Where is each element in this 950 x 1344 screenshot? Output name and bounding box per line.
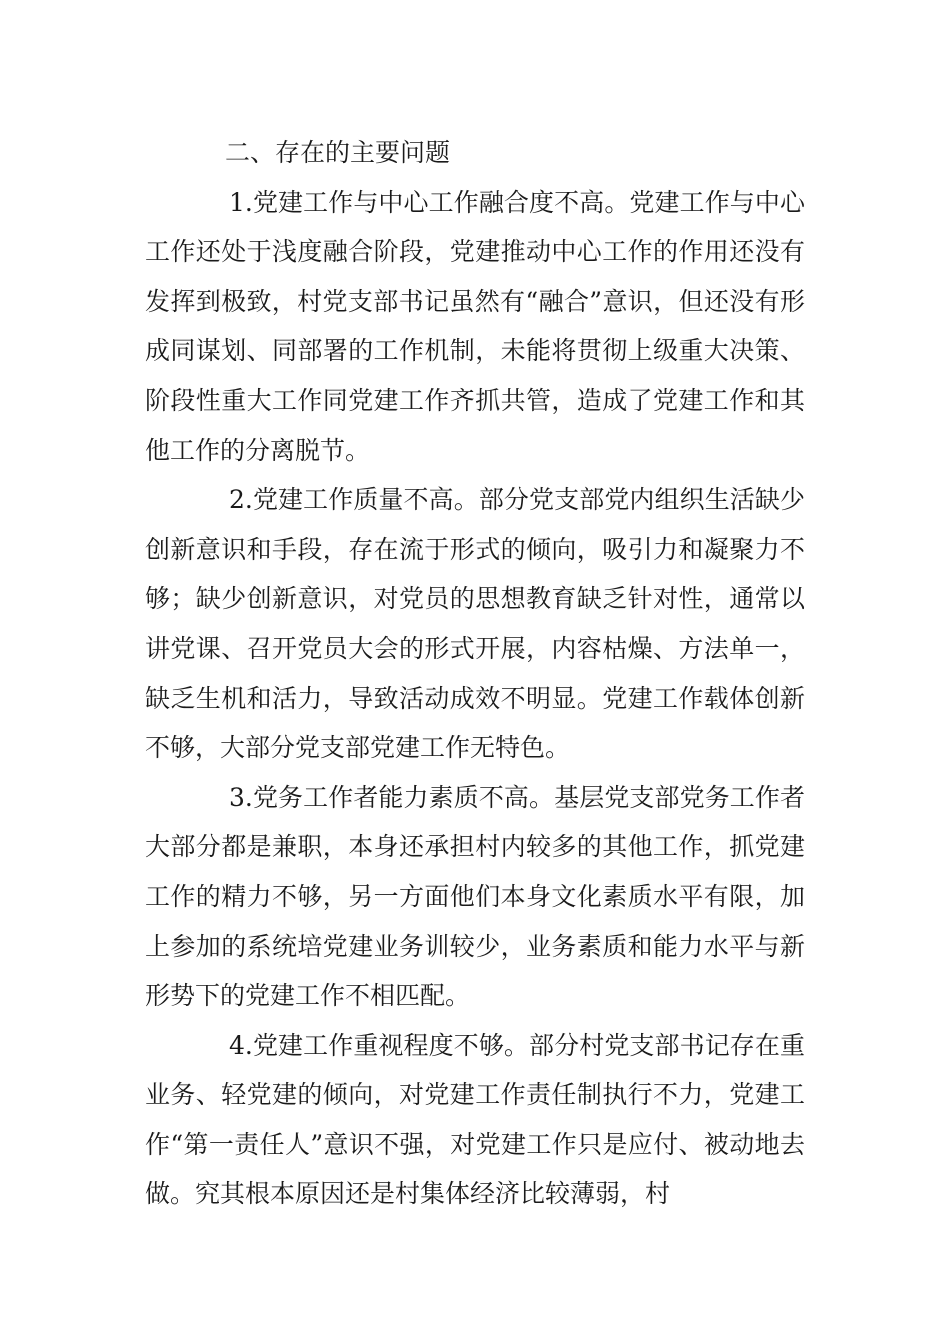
paragraph-2: 2.党建工作质量不高。部分党支部党内组织生活缺少创新意识和手段，存在流于形式的倾向，吸引力和凝聚力不够；缺少创新意识，对党员的思想教育缺乏针对性，通常以讲党课、召开党员大会的形式开展，内容枯燥、方法单一，缺乏生机和活力，导致活动成效不明显。党建工作载体创新不够，大部分党支部党建工作无特色。 bbox=[145, 485, 805, 763]
section-heading: 二、存在的主要问题 bbox=[225, 138, 451, 167]
paragraph-3: 3.党务工作者能力素质不高。基层党支部党务工作者大部分都是兼职，本身还承担村内较多的其他工作，抓党建工作的精力不够，另一方面他们本身文化素质水平有限，加上参加的系统培党建业务训较少，业务素质和能力水平与新形势下的党建工作不相匹配。 bbox=[145, 782, 805, 1011]
document-body bbox=[145, 128, 805, 1219]
paragraph-1: 1.党建工作与中心工作融合度不高。党建工作与中心工作还处于浅度融合阶段，党建推动中心工作的作用还没有发挥到极致，村党支部书记虽然有“融合”意识，但还没有形成同谋划、同部署的工作机制，未能将贯彻上级重大决策、阶段性重大工作同党建工作齐抓共管，造成了党建工作和其他工作的分离脱节。 bbox=[145, 187, 805, 465]
paragraph-4: 4.党建工作重视程度不够。部分村党支部书记存在重业务、轻党建的倾向，对党建工作责任制执行不力，党建工作“第一责任人”意识不强，对党建工作只是应付、被动地去做。究其根本原因还是村集体经济比较薄弱，村 bbox=[145, 1030, 805, 1209]
